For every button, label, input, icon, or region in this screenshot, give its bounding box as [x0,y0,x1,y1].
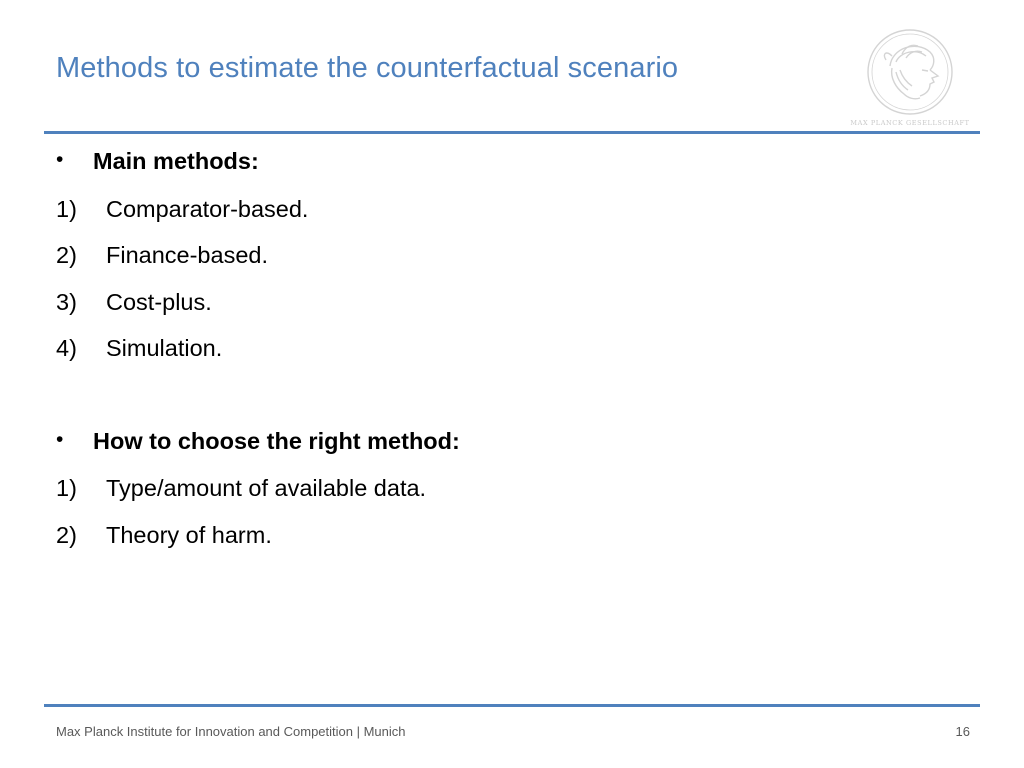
section-spacer [56,379,956,426]
bullet-icon: • [56,148,64,171]
list-item-number: 1) [56,475,77,501]
list-item-text: Theory of harm. [106,521,272,548]
list-item [56,519,956,566]
section-heading-main-methods [56,146,956,193]
list-item [56,193,956,240]
list-item-text: Finance-based. [106,242,268,268]
list-item-text: Simulation. [106,335,223,361]
section-heading-choose-method [56,426,956,473]
list-item-text: Cost-plus. [106,288,212,315]
slide-title: Methods to estimate the counterfactual scenario [56,52,679,84]
list-item [56,332,956,379]
list-item-text: Type/amount of available data. [106,475,427,501]
slide-body [56,146,956,565]
logo-caption: MAX PLANCK GESELLSCHAFT [850,119,970,127]
list-item-number: 1) [56,195,77,222]
list-item-number: 2) [56,242,77,268]
footer-institution: Max Planck Institute for Innovation and Competition | Munich [56,724,406,739]
footer-divider [44,704,980,707]
list-item-number: 3) [56,288,77,315]
bullet-icon: • [56,427,64,451]
list-item [56,239,956,286]
page-number: 16 [955,724,970,739]
list-item [56,472,956,519]
list-item [56,286,956,333]
section-heading-text: Main methods: [93,148,259,174]
header-divider [44,131,980,134]
section-heading-text: How to choose the right method: [93,427,460,454]
list-item-text: Comparator-based. [106,195,309,222]
list-item-number: 2) [56,521,77,548]
minerva-logo-icon [846,26,974,130]
list-item-number: 4) [56,335,77,361]
